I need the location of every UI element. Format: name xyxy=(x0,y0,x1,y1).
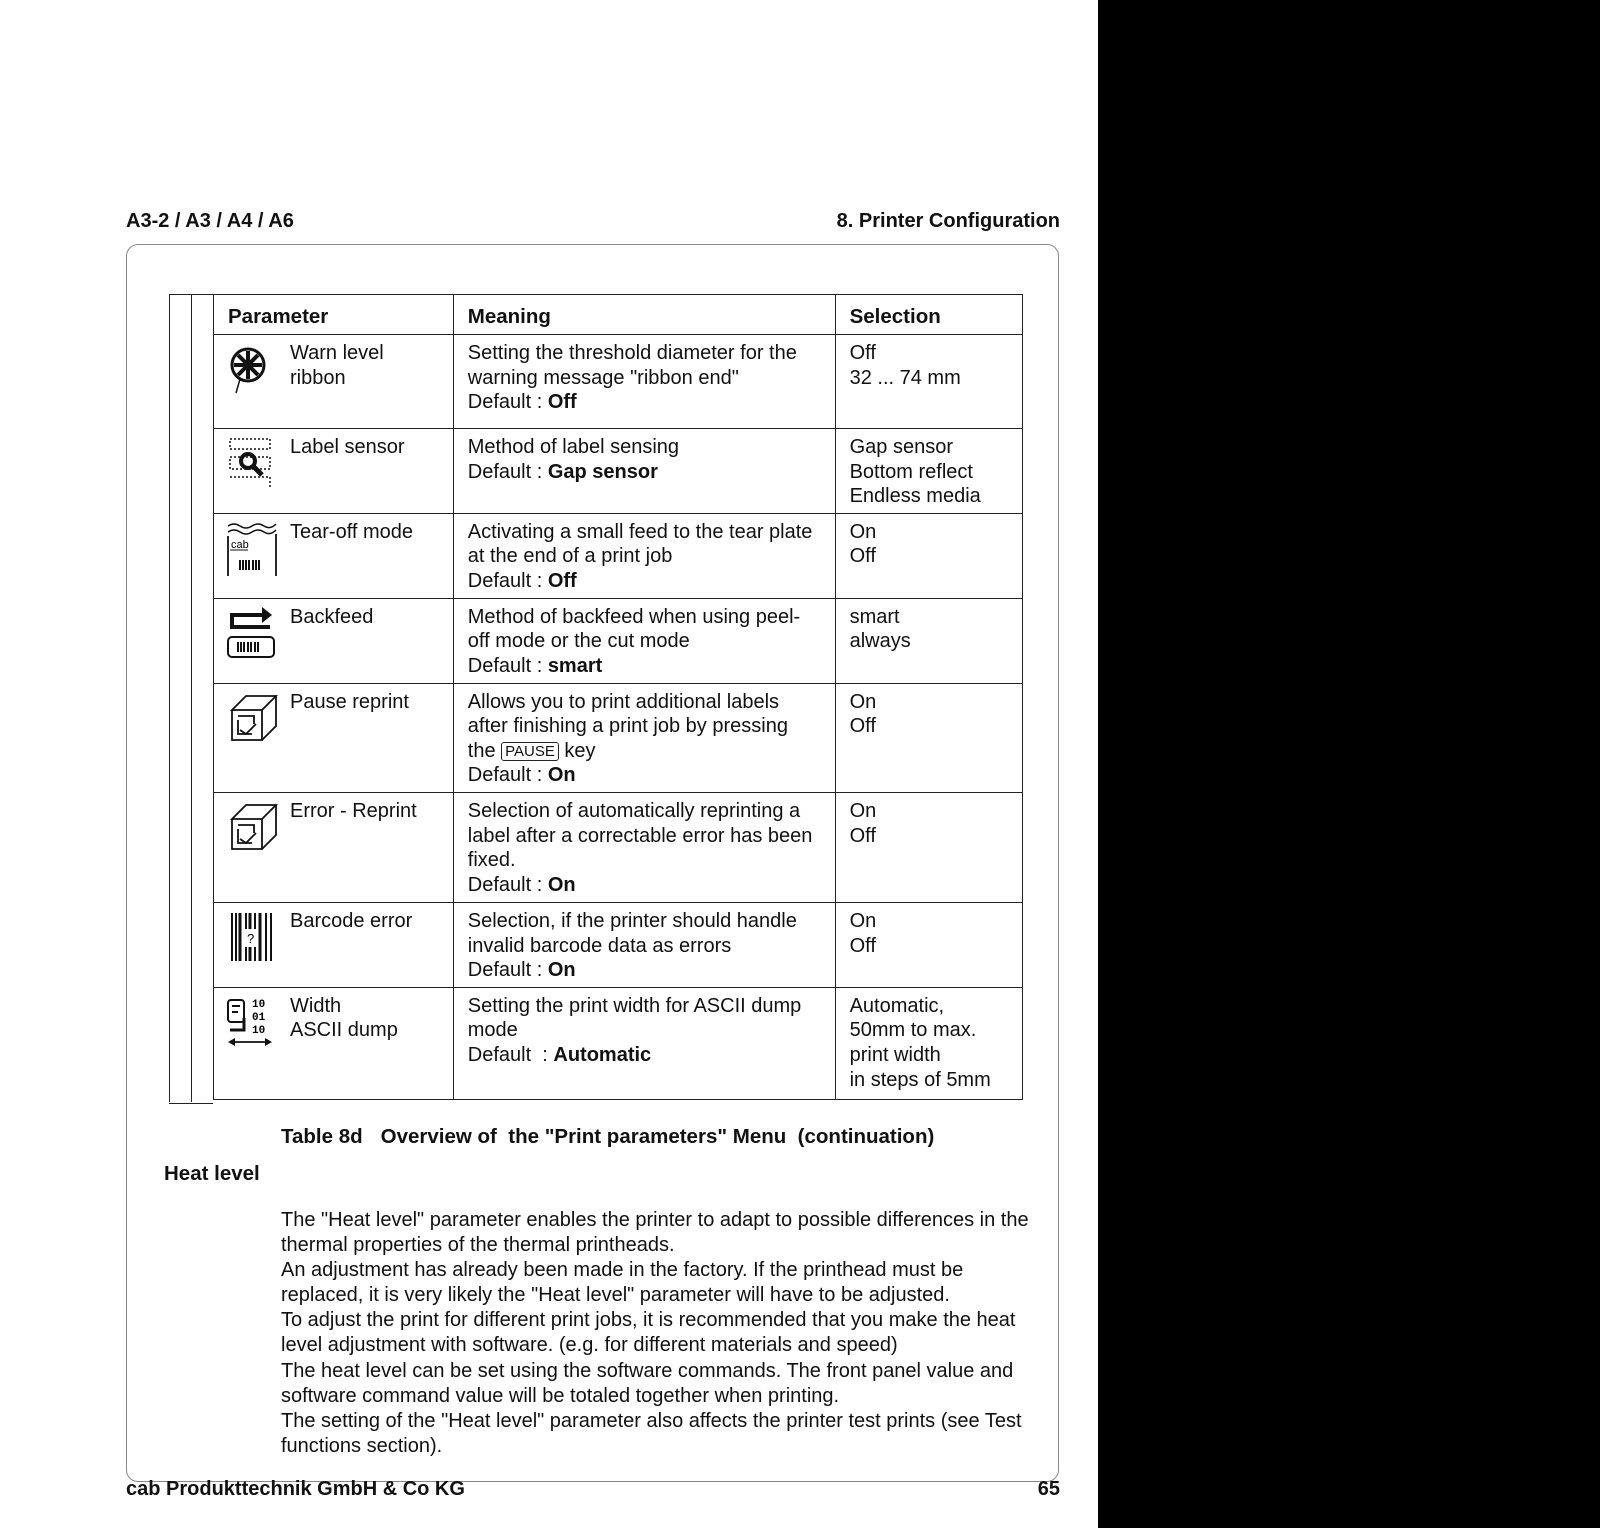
default-value: Gap sensor xyxy=(547,460,658,483)
param-meaning: Method of label sensing xyxy=(467,436,680,458)
table-row xyxy=(214,792,1023,902)
label-sensor-icon xyxy=(226,435,278,493)
param-selection: On Off xyxy=(835,792,1022,902)
table-row xyxy=(214,513,1023,598)
param-selection: Gap sensor Bottom reflect Endless media xyxy=(835,429,1022,514)
header-model: A3-2 / A3 / A4 / A6 xyxy=(126,210,294,232)
paragraph: The "Heat level" parameter enables the printer to adapt to possible differences in the thermal properties of the thermal printheads. xyxy=(281,1209,1029,1257)
default-value: On xyxy=(547,959,576,982)
default-prefix: Default : xyxy=(467,959,548,982)
default-prefix: Default : xyxy=(467,764,548,787)
param-meaning: Selection of automatically reprinting a label after a correctable error has been fixed. xyxy=(467,799,813,872)
param-selection: On Off xyxy=(835,683,1022,792)
param-meaning: Selection, if the printer should handle invalid barcode data as errors xyxy=(467,909,797,957)
dark-margin xyxy=(1098,0,1600,1528)
table-side-bottom xyxy=(169,1103,213,1104)
table-header-row xyxy=(214,295,1023,335)
tear-off-icon xyxy=(226,520,278,578)
default-prefix: Default : xyxy=(467,569,548,592)
default-prefix: Default : xyxy=(467,391,548,414)
col-header-selection: Selection xyxy=(835,295,1022,335)
table-row xyxy=(214,902,1023,987)
param-selection: Off 32 ... 74 mm xyxy=(835,335,1022,429)
paragraph: To adjust the print for different print jobs, it is recommended that you make the heat level adjustment with software. (e.g. for different materials and speed) xyxy=(281,1309,1016,1357)
footer-company: cab Produkttechnik GmbH & Co KG xyxy=(126,1478,465,1500)
table-caption xyxy=(281,1125,934,1149)
param-meaning-suffix: key xyxy=(558,739,596,762)
barcode-question-glyph: ? xyxy=(247,930,255,946)
default-prefix: Default : xyxy=(467,460,548,483)
param-meaning: Setting the print width for ASCII dump mode xyxy=(467,994,802,1042)
param-selection: On Off xyxy=(835,902,1022,987)
ribbon-wheel-icon xyxy=(226,341,278,399)
table-caption-text: Overview of the "Print parameters" Menu (continuation) xyxy=(380,1125,935,1148)
default-value: smart xyxy=(547,654,603,677)
param-name: Barcode error xyxy=(290,909,413,932)
paragraph: The setting of the "Heat level" parameter also affects the printer test prints (see Test functions section). xyxy=(281,1409,1022,1457)
table-side-top xyxy=(169,294,213,1102)
default-value: On xyxy=(547,873,576,896)
col-header-parameter: Parameter xyxy=(214,295,454,335)
default-value: Off xyxy=(547,569,577,592)
table-row xyxy=(214,429,1023,514)
section-body xyxy=(281,1208,1041,1459)
tear-logo-glyph: cab xyxy=(231,538,249,551)
barcode-error-icon xyxy=(226,909,278,967)
ascii-width-icon xyxy=(226,994,278,1052)
parameter-table-wrapper xyxy=(169,294,1022,1102)
ascii-digit-glyph: 10 xyxy=(252,998,266,1011)
table-row xyxy=(214,683,1023,792)
print-parameters-table xyxy=(213,294,1023,1100)
error-reprint-icon xyxy=(226,799,278,857)
header-chapter: 8. Printer Configuration xyxy=(836,210,1060,232)
table-row xyxy=(214,335,1023,429)
table-caption-label: Table 8d xyxy=(281,1125,363,1148)
param-meaning: Method of backfeed when using peel-off mode or the cut mode xyxy=(467,605,801,653)
default-value: Automatic xyxy=(553,1043,652,1066)
param-selection: On Off xyxy=(835,513,1022,598)
param-name: Width ASCII dump xyxy=(290,994,398,1042)
default-value: On xyxy=(547,764,576,787)
param-name: Warn level ribbon xyxy=(290,342,384,389)
table-row xyxy=(214,598,1023,683)
param-selection: smart always xyxy=(835,598,1022,683)
default-prefix: Default : xyxy=(467,1043,554,1066)
param-name: Tear-off mode xyxy=(290,520,414,543)
paragraph: The heat level can be set using the software commands. The front panel value and software command value will be totaled together when printing. xyxy=(281,1359,1014,1407)
ascii-digit-glyph: 01 xyxy=(252,1011,266,1024)
ascii-digit-glyph: 10 xyxy=(252,1024,266,1037)
pause-key-glyph: PAUSE xyxy=(501,742,559,761)
default-prefix: Default : xyxy=(467,654,548,677)
page-number: 65 xyxy=(1037,1478,1060,1500)
param-name: Backfeed xyxy=(290,605,374,628)
pause-reprint-icon xyxy=(226,690,278,748)
param-name: Pause reprint xyxy=(290,690,409,713)
param-selection: Automatic, 50mm to max. print width in steps of 5mm xyxy=(835,987,1022,1099)
param-name: Error - Reprint xyxy=(290,799,417,822)
col-header-meaning: Meaning xyxy=(453,295,835,335)
param-meaning: Allows you to print additional labels after finishing a print job by pressing the xyxy=(467,690,788,762)
param-name: Label sensor xyxy=(290,436,405,458)
table-row xyxy=(214,987,1023,1099)
section-title: Heat level xyxy=(164,1162,260,1185)
default-prefix: Default : xyxy=(467,873,548,896)
param-meaning: Setting the threshold diameter for the warning message "ribbon end" xyxy=(467,342,797,389)
paragraph: An adjustment has already been made in the factory. If the printhead must be replaced, it is very likely the "Heat level" parameter will have to be adjusted. xyxy=(281,1259,964,1307)
default-value: Off xyxy=(547,391,577,414)
param-meaning: Activating a small feed to the tear plate at the end of a print job xyxy=(467,520,813,568)
backfeed-icon xyxy=(226,605,278,663)
